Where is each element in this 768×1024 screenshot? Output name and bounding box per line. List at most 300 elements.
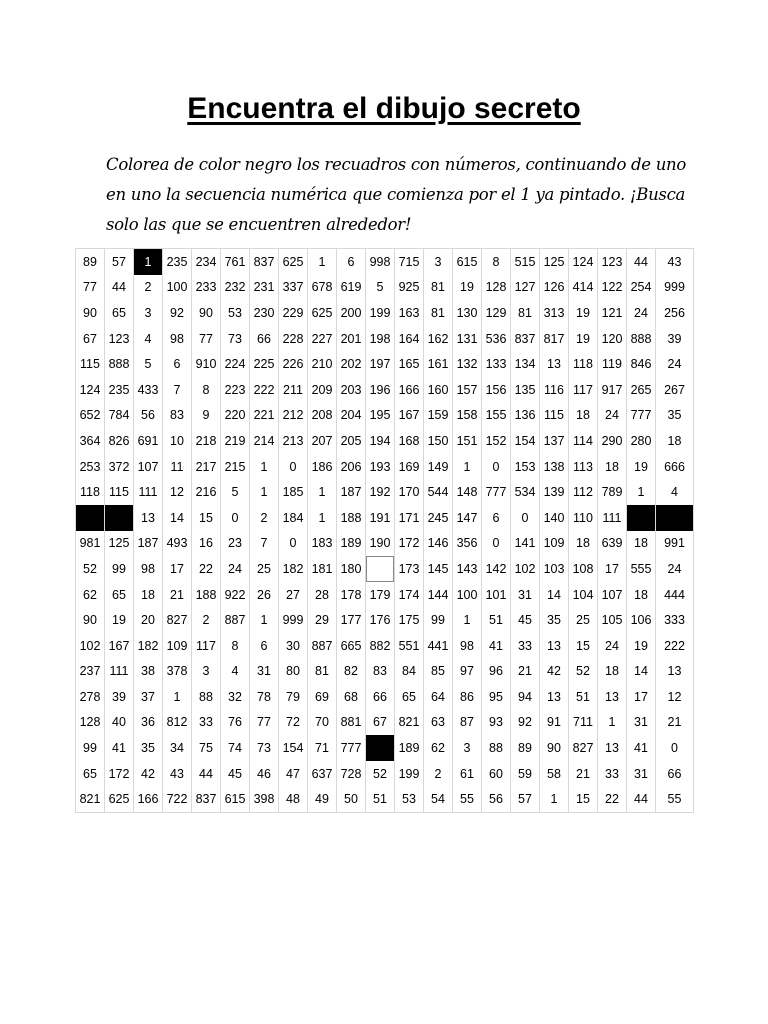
grid-cell[interactable]: 62 xyxy=(424,735,453,761)
grid-cell[interactable]: 8 xyxy=(482,249,511,275)
grid-cell[interactable]: 44 xyxy=(627,786,656,812)
grid-cell[interactable]: 58 xyxy=(540,761,569,787)
grid-cell[interactable]: 223 xyxy=(221,377,250,403)
grid-cell[interactable]: 233 xyxy=(192,275,221,301)
grid-cell[interactable]: 66 xyxy=(656,761,694,787)
grid-cell[interactable]: 212 xyxy=(279,403,308,429)
grid-cell[interactable]: 8 xyxy=(221,633,250,659)
grid-cell[interactable]: 201 xyxy=(337,326,366,352)
grid-cell[interactable]: 116 xyxy=(540,377,569,403)
grid-cell[interactable]: 18 xyxy=(598,659,627,685)
grid-cell[interactable]: 182 xyxy=(134,633,163,659)
grid-cell[interactable]: 20 xyxy=(134,607,163,633)
grid-cell[interactable]: 110 xyxy=(569,505,598,531)
grid-cell[interactable]: 337 xyxy=(279,275,308,301)
grid-cell[interactable]: 290 xyxy=(598,428,627,454)
grid-cell[interactable]: 172 xyxy=(105,761,134,787)
grid-cell[interactable]: 90 xyxy=(76,300,105,326)
grid-cell[interactable]: 60 xyxy=(482,761,511,787)
grid-cell[interactable]: 39 xyxy=(105,684,134,710)
grid-cell[interactable]: 194 xyxy=(366,428,395,454)
grid-cell[interactable]: 89 xyxy=(76,249,105,275)
grid-cell[interactable]: 19 xyxy=(569,300,598,326)
grid-cell[interactable]: 235 xyxy=(163,249,192,275)
grid-cell[interactable]: 15 xyxy=(569,786,598,812)
grid-cell[interactable]: 202 xyxy=(337,351,366,377)
grid-cell[interactable]: 356 xyxy=(453,531,482,557)
grid-cell[interactable]: 72 xyxy=(279,710,308,736)
grid-cell[interactable]: 157 xyxy=(453,377,482,403)
grid-cell[interactable]: 222 xyxy=(656,633,694,659)
grid-cell[interactable]: 65 xyxy=(76,761,105,787)
grid-cell[interactable]: 1 xyxy=(453,454,482,480)
grid-cell[interactable]: 228 xyxy=(279,326,308,352)
grid-cell[interactable]: 25 xyxy=(250,556,279,582)
grid-cell[interactable]: 117 xyxy=(569,377,598,403)
grid-cell[interactable]: 166 xyxy=(134,786,163,812)
grid-cell[interactable]: 817 xyxy=(540,326,569,352)
grid-cell[interactable]: 43 xyxy=(163,761,192,787)
grid-cell[interactable]: 910 xyxy=(192,351,221,377)
grid-cell[interactable]: 21 xyxy=(511,659,540,685)
grid-cell[interactable]: 1 xyxy=(308,479,337,505)
grid-cell[interactable]: 882 xyxy=(366,633,395,659)
grid-cell[interactable]: 135 xyxy=(511,377,540,403)
grid-cell[interactable]: 96 xyxy=(482,659,511,685)
grid-cell[interactable]: 14 xyxy=(627,659,656,685)
grid-cell[interactable]: 99 xyxy=(424,607,453,633)
grid-cell[interactable]: 21 xyxy=(569,761,598,787)
grid-cell[interactable]: 43 xyxy=(656,249,694,275)
grid-cell[interactable]: 193 xyxy=(366,454,395,480)
grid-cell[interactable]: 210 xyxy=(308,351,337,377)
grid-cell[interactable]: 80 xyxy=(279,659,308,685)
grid-cell[interactable]: 63 xyxy=(424,710,453,736)
grid-cell[interactable]: 551 xyxy=(395,633,424,659)
grid-cell[interactable]: 140 xyxy=(540,505,569,531)
grid-cell[interactable]: 24 xyxy=(627,300,656,326)
grid-cell[interactable]: 123 xyxy=(105,326,134,352)
grid-cell[interactable]: 90 xyxy=(192,300,221,326)
grid-cell[interactable]: 142 xyxy=(482,556,511,582)
grid-cell[interactable]: 234 xyxy=(192,249,221,275)
grid-cell[interactable]: 42 xyxy=(134,761,163,787)
grid-cell[interactable]: 5 xyxy=(366,275,395,301)
grid-cell[interactable]: 41 xyxy=(482,633,511,659)
grid-cell[interactable]: 105 xyxy=(598,607,627,633)
grid-cell[interactable]: 68 xyxy=(337,684,366,710)
grid-cell[interactable]: 84 xyxy=(395,659,424,685)
grid-cell[interactable]: 197 xyxy=(366,351,395,377)
grid-cell[interactable]: 185 xyxy=(279,479,308,505)
grid-cell[interactable]: 256 xyxy=(656,300,694,326)
grid-cell[interactable]: 637 xyxy=(308,761,337,787)
grid-cell[interactable]: 24 xyxy=(656,556,694,582)
grid-cell[interactable]: 44 xyxy=(627,249,656,275)
grid-cell[interactable]: 245 xyxy=(424,505,453,531)
grid-cell[interactable]: 219 xyxy=(221,428,250,454)
grid-cell[interactable]: 145 xyxy=(424,556,453,582)
grid-cell[interactable]: 31 xyxy=(627,710,656,736)
grid-cell[interactable]: 888 xyxy=(105,351,134,377)
grid-cell[interactable]: 18 xyxy=(627,531,656,557)
grid-cell[interactable]: 88 xyxy=(192,684,221,710)
grid-cell[interactable]: 115 xyxy=(76,351,105,377)
grid-cell[interactable]: 13 xyxy=(598,735,627,761)
grid-cell[interactable] xyxy=(656,505,694,531)
grid-cell[interactable]: 27 xyxy=(279,582,308,608)
grid-cell[interactable]: 235 xyxy=(105,377,134,403)
grid-cell[interactable]: 209 xyxy=(308,377,337,403)
grid-cell[interactable]: 35 xyxy=(656,403,694,429)
grid-cell[interactable]: 4 xyxy=(134,326,163,352)
grid-cell[interactable]: 199 xyxy=(395,761,424,787)
grid-cell[interactable]: 13 xyxy=(656,659,694,685)
grid-cell[interactable]: 195 xyxy=(366,403,395,429)
grid-cell[interactable]: 728 xyxy=(337,761,366,787)
grid-cell[interactable]: 130 xyxy=(453,300,482,326)
grid-cell[interactable]: 222 xyxy=(250,377,279,403)
grid-cell[interactable]: 204 xyxy=(337,403,366,429)
grid-cell[interactable]: 50 xyxy=(337,786,366,812)
grid-cell[interactable]: 103 xyxy=(540,556,569,582)
grid-cell[interactable]: 846 xyxy=(627,351,656,377)
grid-cell[interactable]: 232 xyxy=(221,275,250,301)
grid-cell[interactable]: 104 xyxy=(569,582,598,608)
grid-cell[interactable]: 7 xyxy=(250,531,279,557)
grid-cell[interactable]: 28 xyxy=(308,582,337,608)
grid-cell[interactable]: 812 xyxy=(163,710,192,736)
grid-cell[interactable]: 128 xyxy=(76,710,105,736)
grid-cell[interactable]: 111 xyxy=(105,659,134,685)
grid-cell[interactable]: 109 xyxy=(163,633,192,659)
grid-cell[interactable]: 23 xyxy=(221,531,250,557)
grid-cell[interactable]: 81 xyxy=(424,275,453,301)
grid-cell[interactable]: 128 xyxy=(482,275,511,301)
grid-cell[interactable]: 73 xyxy=(221,326,250,352)
grid-cell[interactable]: 66 xyxy=(366,684,395,710)
grid-cell[interactable]: 1 xyxy=(250,479,279,505)
grid-cell[interactable]: 67 xyxy=(76,326,105,352)
grid-cell[interactable]: 120 xyxy=(598,326,627,352)
grid-cell[interactable]: 107 xyxy=(598,582,627,608)
grid-cell[interactable]: 79 xyxy=(279,684,308,710)
grid-cell[interactable]: 19 xyxy=(453,275,482,301)
grid-cell[interactable]: 678 xyxy=(308,275,337,301)
grid-cell[interactable]: 189 xyxy=(337,531,366,557)
grid-cell[interactable]: 19 xyxy=(569,326,598,352)
grid-cell[interactable]: 515 xyxy=(511,249,540,275)
grid-cell[interactable]: 827 xyxy=(569,735,598,761)
grid-cell[interactable]: 19 xyxy=(105,607,134,633)
grid-cell[interactable]: 999 xyxy=(279,607,308,633)
grid-cell[interactable]: 12 xyxy=(656,684,694,710)
grid-cell[interactable]: 107 xyxy=(134,454,163,480)
grid-cell[interactable]: 113 xyxy=(569,454,598,480)
grid-cell[interactable]: 57 xyxy=(105,249,134,275)
grid-cell[interactable]: 881 xyxy=(337,710,366,736)
grid-cell[interactable]: 147 xyxy=(453,505,482,531)
grid-cell[interactable]: 665 xyxy=(337,633,366,659)
grid-cell[interactable]: 170 xyxy=(395,479,424,505)
grid-cell[interactable]: 176 xyxy=(366,607,395,633)
grid-cell[interactable]: 555 xyxy=(627,556,656,582)
grid-cell[interactable]: 15 xyxy=(192,505,221,531)
grid-cell[interactable]: 148 xyxy=(453,479,482,505)
grid-cell[interactable]: 118 xyxy=(76,479,105,505)
grid-cell[interactable] xyxy=(366,735,395,761)
grid-cell[interactable]: 154 xyxy=(279,735,308,761)
grid-cell[interactable]: 254 xyxy=(627,275,656,301)
grid-cell[interactable]: 888 xyxy=(627,326,656,352)
grid-cell[interactable]: 9 xyxy=(192,403,221,429)
grid-cell[interactable]: 46 xyxy=(250,761,279,787)
grid-cell[interactable]: 14 xyxy=(540,582,569,608)
grid-cell[interactable]: 208 xyxy=(308,403,337,429)
grid-cell[interactable]: 173 xyxy=(395,556,424,582)
grid-cell[interactable]: 625 xyxy=(308,300,337,326)
grid-cell[interactable]: 189 xyxy=(395,735,424,761)
grid-cell[interactable]: 117 xyxy=(192,633,221,659)
grid-cell[interactable]: 16 xyxy=(192,531,221,557)
grid-cell[interactable]: 333 xyxy=(656,607,694,633)
grid-cell[interactable]: 81 xyxy=(308,659,337,685)
grid-cell[interactable]: 837 xyxy=(511,326,540,352)
grid-cell[interactable]: 203 xyxy=(337,377,366,403)
grid-cell[interactable]: 192 xyxy=(366,479,395,505)
grid-cell[interactable]: 92 xyxy=(163,300,192,326)
grid-cell[interactable]: 144 xyxy=(424,582,453,608)
grid-cell[interactable]: 13 xyxy=(540,684,569,710)
grid-cell[interactable]: 139 xyxy=(540,479,569,505)
grid-cell[interactable]: 56 xyxy=(482,786,511,812)
grid-cell[interactable]: 129 xyxy=(482,300,511,326)
grid-cell[interactable]: 52 xyxy=(76,556,105,582)
grid-cell[interactable]: 89 xyxy=(511,735,540,761)
grid-cell[interactable]: 6 xyxy=(482,505,511,531)
grid-cell[interactable]: 178 xyxy=(337,582,366,608)
grid-cell[interactable]: 91 xyxy=(540,710,569,736)
grid-cell[interactable]: 0 xyxy=(656,735,694,761)
grid-cell[interactable]: 280 xyxy=(627,428,656,454)
grid-cell[interactable]: 198 xyxy=(366,326,395,352)
grid-cell[interactable]: 3 xyxy=(134,300,163,326)
grid-cell[interactable]: 171 xyxy=(395,505,424,531)
grid-cell[interactable]: 83 xyxy=(163,403,192,429)
grid-cell[interactable]: 534 xyxy=(511,479,540,505)
grid-cell[interactable]: 74 xyxy=(221,735,250,761)
grid-cell[interactable]: 711 xyxy=(569,710,598,736)
grid-cell[interactable]: 24 xyxy=(221,556,250,582)
grid-cell[interactable]: 761 xyxy=(221,249,250,275)
grid-cell[interactable]: 25 xyxy=(569,607,598,633)
grid-cell[interactable]: 1 xyxy=(163,684,192,710)
grid-cell[interactable]: 150 xyxy=(424,428,453,454)
grid-cell[interactable]: 122 xyxy=(598,275,627,301)
grid-cell[interactable]: 777 xyxy=(482,479,511,505)
grid-cell[interactable]: 13 xyxy=(540,633,569,659)
grid-cell[interactable]: 67 xyxy=(366,710,395,736)
grid-cell[interactable]: 186 xyxy=(308,454,337,480)
grid-cell[interactable]: 237 xyxy=(76,659,105,685)
grid-cell[interactable]: 24 xyxy=(656,351,694,377)
grid-cell[interactable]: 1 xyxy=(308,249,337,275)
grid-cell[interactable]: 22 xyxy=(192,556,221,582)
grid-cell[interactable]: 121 xyxy=(598,300,627,326)
grid-cell[interactable]: 160 xyxy=(424,377,453,403)
grid-cell[interactable]: 6 xyxy=(163,351,192,377)
grid-cell[interactable]: 10 xyxy=(163,428,192,454)
grid-cell[interactable]: 536 xyxy=(482,326,511,352)
grid-cell[interactable]: 134 xyxy=(511,351,540,377)
grid-cell[interactable]: 364 xyxy=(76,428,105,454)
grid-cell[interactable]: 52 xyxy=(366,761,395,787)
grid-cell[interactable]: 33 xyxy=(511,633,540,659)
grid-cell[interactable]: 131 xyxy=(453,326,482,352)
grid-cell[interactable]: 123 xyxy=(598,249,627,275)
grid-cell[interactable]: 205 xyxy=(337,428,366,454)
grid-cell[interactable]: 54 xyxy=(424,786,453,812)
grid-cell[interactable]: 18 xyxy=(598,454,627,480)
grid-cell[interactable]: 17 xyxy=(627,684,656,710)
grid-cell[interactable]: 17 xyxy=(163,556,192,582)
grid-cell[interactable]: 196 xyxy=(366,377,395,403)
grid-cell[interactable]: 158 xyxy=(453,403,482,429)
grid-cell[interactable]: 267 xyxy=(656,377,694,403)
grid-cell[interactable]: 3 xyxy=(192,659,221,685)
grid-cell[interactable]: 37 xyxy=(134,684,163,710)
grid-cell[interactable]: 125 xyxy=(105,531,134,557)
grid-cell[interactable]: 111 xyxy=(134,479,163,505)
grid-cell[interactable]: 92 xyxy=(511,710,540,736)
grid-cell[interactable]: 230 xyxy=(250,300,279,326)
grid-cell[interactable]: 69 xyxy=(308,684,337,710)
grid-cell[interactable]: 154 xyxy=(511,428,540,454)
grid-cell[interactable]: 821 xyxy=(76,786,105,812)
grid-cell[interactable]: 164 xyxy=(395,326,424,352)
grid-cell[interactable]: 106 xyxy=(627,607,656,633)
grid-cell[interactable]: 2 xyxy=(134,275,163,301)
grid-cell[interactable]: 125 xyxy=(540,249,569,275)
grid-cell[interactable] xyxy=(105,505,134,531)
grid-cell[interactable]: 652 xyxy=(76,403,105,429)
grid-cell[interactable]: 378 xyxy=(163,659,192,685)
grid-cell[interactable]: 3 xyxy=(453,735,482,761)
grid-cell[interactable]: 398 xyxy=(250,786,279,812)
grid-cell[interactable]: 51 xyxy=(366,786,395,812)
grid-cell[interactable]: 77 xyxy=(192,326,221,352)
grid-cell[interactable]: 218 xyxy=(192,428,221,454)
grid-cell[interactable]: 615 xyxy=(221,786,250,812)
grid-cell[interactable]: 85 xyxy=(424,659,453,685)
grid-cell[interactable]: 94 xyxy=(511,684,540,710)
grid-cell[interactable]: 41 xyxy=(105,735,134,761)
grid-cell[interactable]: 166 xyxy=(395,377,424,403)
grid-cell[interactable]: 152 xyxy=(482,428,511,454)
grid-cell[interactable]: 114 xyxy=(569,428,598,454)
grid-cell[interactable]: 33 xyxy=(598,761,627,787)
grid-cell[interactable]: 5 xyxy=(134,351,163,377)
grid-cell[interactable]: 19 xyxy=(627,454,656,480)
grid-cell[interactable]: 217 xyxy=(192,454,221,480)
grid-cell[interactable]: 109 xyxy=(540,531,569,557)
grid-cell[interactable]: 1 xyxy=(627,479,656,505)
grid-cell[interactable]: 777 xyxy=(627,403,656,429)
grid-cell[interactable]: 102 xyxy=(76,633,105,659)
grid-cell[interactable]: 18 xyxy=(569,403,598,429)
grid-cell[interactable]: 715 xyxy=(395,249,424,275)
grid-cell[interactable]: 95 xyxy=(482,684,511,710)
grid-cell[interactable]: 52 xyxy=(569,659,598,685)
grid-cell[interactable]: 837 xyxy=(250,249,279,275)
grid-cell[interactable]: 153 xyxy=(511,454,540,480)
grid-cell[interactable]: 199 xyxy=(366,300,395,326)
grid-cell[interactable]: 1 xyxy=(308,505,337,531)
grid-cell[interactable]: 168 xyxy=(395,428,424,454)
grid-cell[interactable]: 826 xyxy=(105,428,134,454)
grid-cell[interactable]: 981 xyxy=(76,531,105,557)
grid-cell[interactable]: 76 xyxy=(221,710,250,736)
grid-cell[interactable]: 159 xyxy=(424,403,453,429)
grid-cell[interactable]: 777 xyxy=(337,735,366,761)
grid-cell[interactable]: 225 xyxy=(250,351,279,377)
grid-cell[interactable]: 0 xyxy=(511,505,540,531)
grid-cell[interactable]: 56 xyxy=(134,403,163,429)
grid-cell[interactable]: 132 xyxy=(453,351,482,377)
grid-cell[interactable]: 36 xyxy=(134,710,163,736)
grid-cell[interactable]: 99 xyxy=(76,735,105,761)
grid-cell[interactable]: 45 xyxy=(221,761,250,787)
grid-cell[interactable]: 115 xyxy=(540,403,569,429)
grid-cell[interactable]: 31 xyxy=(511,582,540,608)
grid-cell[interactable]: 7 xyxy=(163,377,192,403)
grid-cell[interactable]: 34 xyxy=(163,735,192,761)
grid-cell[interactable]: 6 xyxy=(337,249,366,275)
grid-cell[interactable]: 6 xyxy=(250,633,279,659)
grid-cell[interactable]: 141 xyxy=(511,531,540,557)
grid-cell[interactable]: 206 xyxy=(337,454,366,480)
grid-cell[interactable]: 887 xyxy=(221,607,250,633)
grid-cell[interactable]: 188 xyxy=(192,582,221,608)
grid-cell[interactable]: 29 xyxy=(308,607,337,633)
grid-cell[interactable] xyxy=(76,505,105,531)
grid-cell[interactable]: 88 xyxy=(482,735,511,761)
grid-cell[interactable]: 111 xyxy=(598,505,627,531)
grid-cell[interactable]: 124 xyxy=(76,377,105,403)
grid-cell[interactable]: 253 xyxy=(76,454,105,480)
grid-cell[interactable]: 4 xyxy=(656,479,694,505)
grid-cell[interactable]: 789 xyxy=(598,479,627,505)
grid-cell[interactable]: 190 xyxy=(366,531,395,557)
grid-cell[interactable]: 433 xyxy=(134,377,163,403)
grid-cell[interactable]: 81 xyxy=(424,300,453,326)
grid-cell[interactable]: 65 xyxy=(105,582,134,608)
grid-cell[interactable]: 155 xyxy=(482,403,511,429)
grid-cell[interactable]: 97 xyxy=(453,659,482,685)
grid-cell[interactable]: 161 xyxy=(424,351,453,377)
grid-cell[interactable]: 165 xyxy=(395,351,424,377)
grid-cell[interactable]: 229 xyxy=(279,300,308,326)
grid-cell[interactable]: 55 xyxy=(453,786,482,812)
grid-cell[interactable]: 19 xyxy=(627,633,656,659)
grid-cell[interactable]: 639 xyxy=(598,531,627,557)
grid-cell[interactable]: 44 xyxy=(192,761,221,787)
grid-cell[interactable]: 167 xyxy=(105,633,134,659)
grid-cell[interactable]: 39 xyxy=(656,326,694,352)
grid-cell[interactable]: 1 xyxy=(453,607,482,633)
grid-cell[interactable]: 444 xyxy=(656,582,694,608)
grid-cell[interactable]: 619 xyxy=(337,275,366,301)
